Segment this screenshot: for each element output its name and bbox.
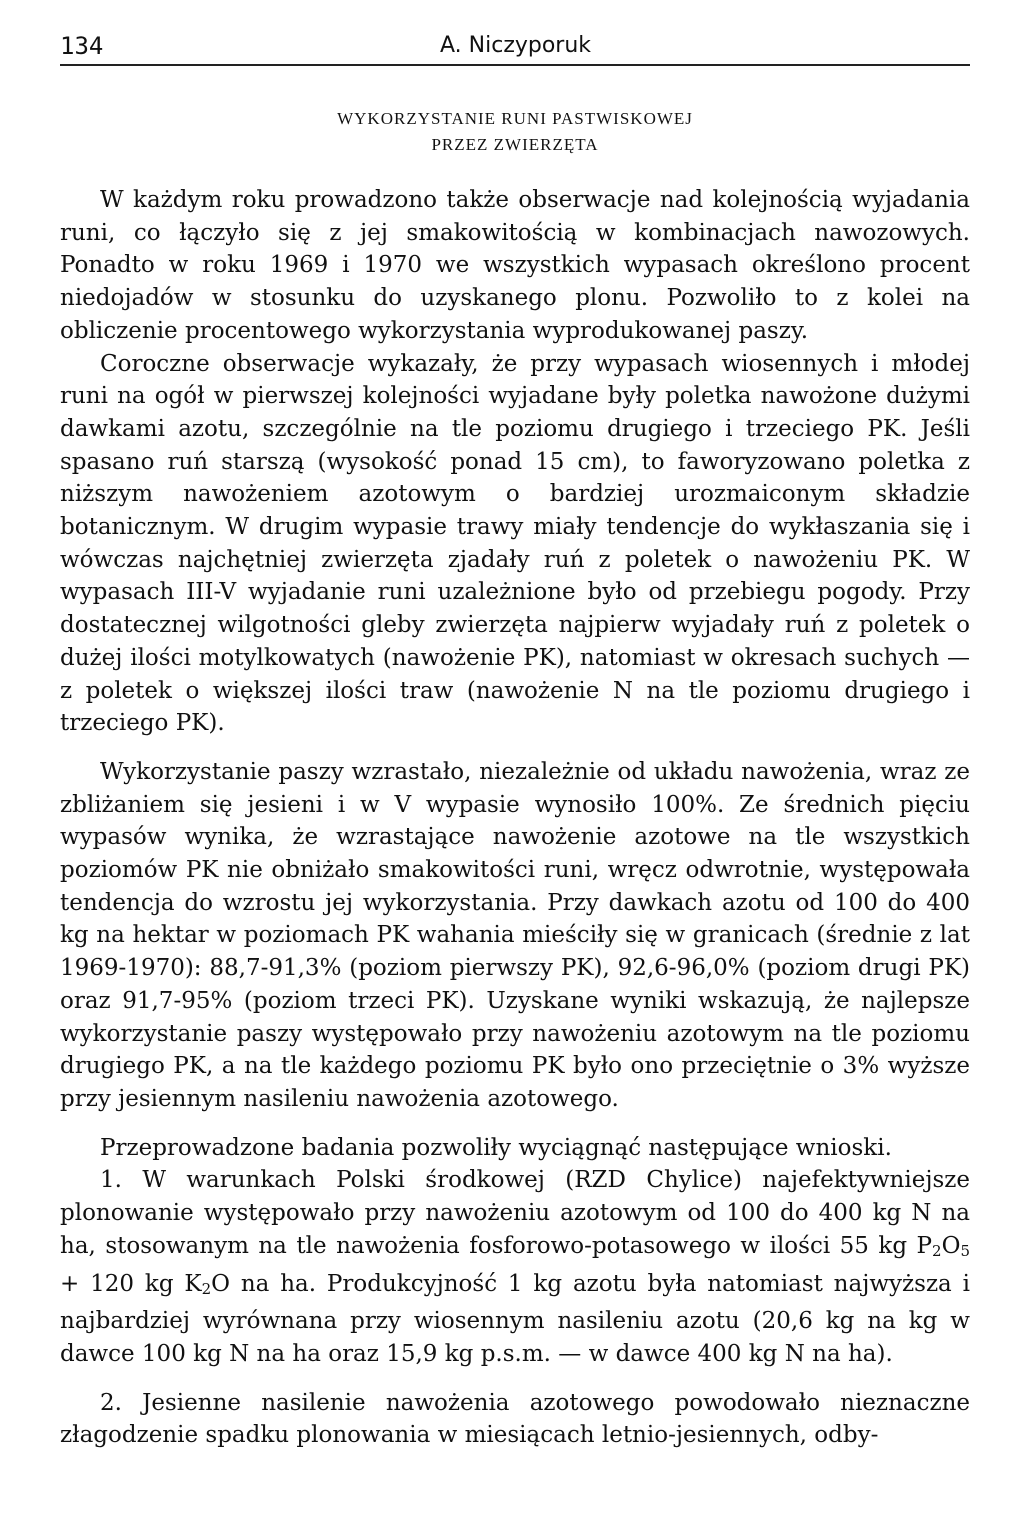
section-title-line-2: PRZEZ ZWIERZĘTA xyxy=(431,135,599,154)
paragraph-6: 2. Jesienne nasilenie nawożenia azotowego powodowało nieznaczne złagodzenie spadku plonowania w miesiącach letnio-jesiennych, odby- xyxy=(60,1389,970,1449)
subscript-p-2: 2 xyxy=(932,1241,942,1260)
running-header xyxy=(60,28,970,66)
paragraph-2: Coroczne obserwacje wykazały, że przy wypasach wiosennych i młodej runi na ogół w pierwszej kolejności wyjadane były poletka nawożone dużymi dawkami azotu, szczególnie na tle poziomu drugiego i trzeciego PK. Jeśli spasano ruń starszą (wysokość ponad 15 cm), to faworyzowano poletka z niższym nawożeniem azotowym o bardziej urozmaiconym składzie botanicznym. W drugim wypasie trawy miały tendencje do wykłaszania się i wówczas najchętniej zwierzęta zjadały ruń z poletek o nawożeniu PK. W wypasach III-V wyjadanie runi uzależnione było od przebiegu pogody. Przy dostatecznej wilgotności gleby zwierzęta najpierw wyjadały ruń z poletek o dużej ilości motylkowatych (nawożenie PK), natomiast w okresach suchych — z poletek o większej ilości traw (nawożenie N na tle poziomu drugiego i trzeciego PK). xyxy=(60,350,970,737)
subscript-o-5: 5 xyxy=(960,1241,970,1260)
paragraph-4: Przeprowadzone badania pozwoliły wyciągnąć następujące wnioski. xyxy=(100,1134,892,1161)
paragraph-1: W każdym roku prowadzono także obserwacje nad kolejnością wyjadania runi, co łączyło się z jej smakowitością w kombinacjach nawozowych. Ponadto w roku 1969 i 1970 we wszystkich wypasach określono procent niedojadów w stosunku do uzyskanego plonu. Pozwoliło to z kolei na obliczenie procentowego wykorzystania wyprodukowanej paszy. xyxy=(60,187,970,344)
document-page xyxy=(60,28,970,1452)
paragraph-5 xyxy=(60,1164,970,1370)
page-number: 134 xyxy=(60,32,104,60)
paragraph-3: Wykorzystanie paszy wzrastało, niezależnie od układu nawożenia, wraz ze zbliżaniem się jesieni i w V wypasie wynosiło 100%. Ze średnich pięciu wypasów wynika, że wzrastające nawożenie azotowe na tle wszystkich poziomów PK nie obniżało smakowitości runi, wręcz odwrotnie, występowała tendencja do wzrostu jej wykorzystania. Przy dawkach azotu od 100 do 400 kg na hektar w poziomach PK wahania mieściły się w granicach (średnie z lat 1969-1970): 88,7-91,3% (poziom pierwszy PK), 92,6-96,0% (poziom drugi PK) oraz 91,7-95% (poziom trzeci PK). Uzyskane wyniki wskazują, że najlepsze wykorzystanie paszy występowało przy nawożeniu azotowym na tle poziomu drugiego PK, a na tle każdego poziomu PK było ono przeciętnie o 3% wyższe przy jesiennym nasileniu nawożenia azotowego. xyxy=(60,758,970,1112)
author-name: A. Niczyporuk xyxy=(440,33,592,58)
section-title-line-1: WYKORZYSTANIE RUNI PASTWISKOWEJ xyxy=(337,109,693,128)
subscript-k-2: 2 xyxy=(201,1279,212,1298)
paragraph-5-text-c: + 120 kg K xyxy=(60,1270,202,1297)
section-title xyxy=(60,106,970,158)
paragraph-5-text-a: 1. W warunkach Polski środkowej (RZD Chylice) najefektywniejsze plonowanie występowało przy nawożeniu azotowym od 100 do 400 kg N na ha, stosowanym na tle nawożenia fosforowo-potasowego w ilości 55 kg P xyxy=(60,1167,970,1259)
paragraph-5-text-b: O xyxy=(941,1232,961,1259)
paragraph-5-text-d: O na ha. Produkcyjność 1 kg azotu była natomiast najwyższa i najbardziej wyrównana przy wiosennym nasileniu azotu (20,6 kg na kg w dawce 100 kg N na ha oraz 15,9 kg p.s.m. — w dawce 400 kg N na ha). xyxy=(60,1270,970,1367)
